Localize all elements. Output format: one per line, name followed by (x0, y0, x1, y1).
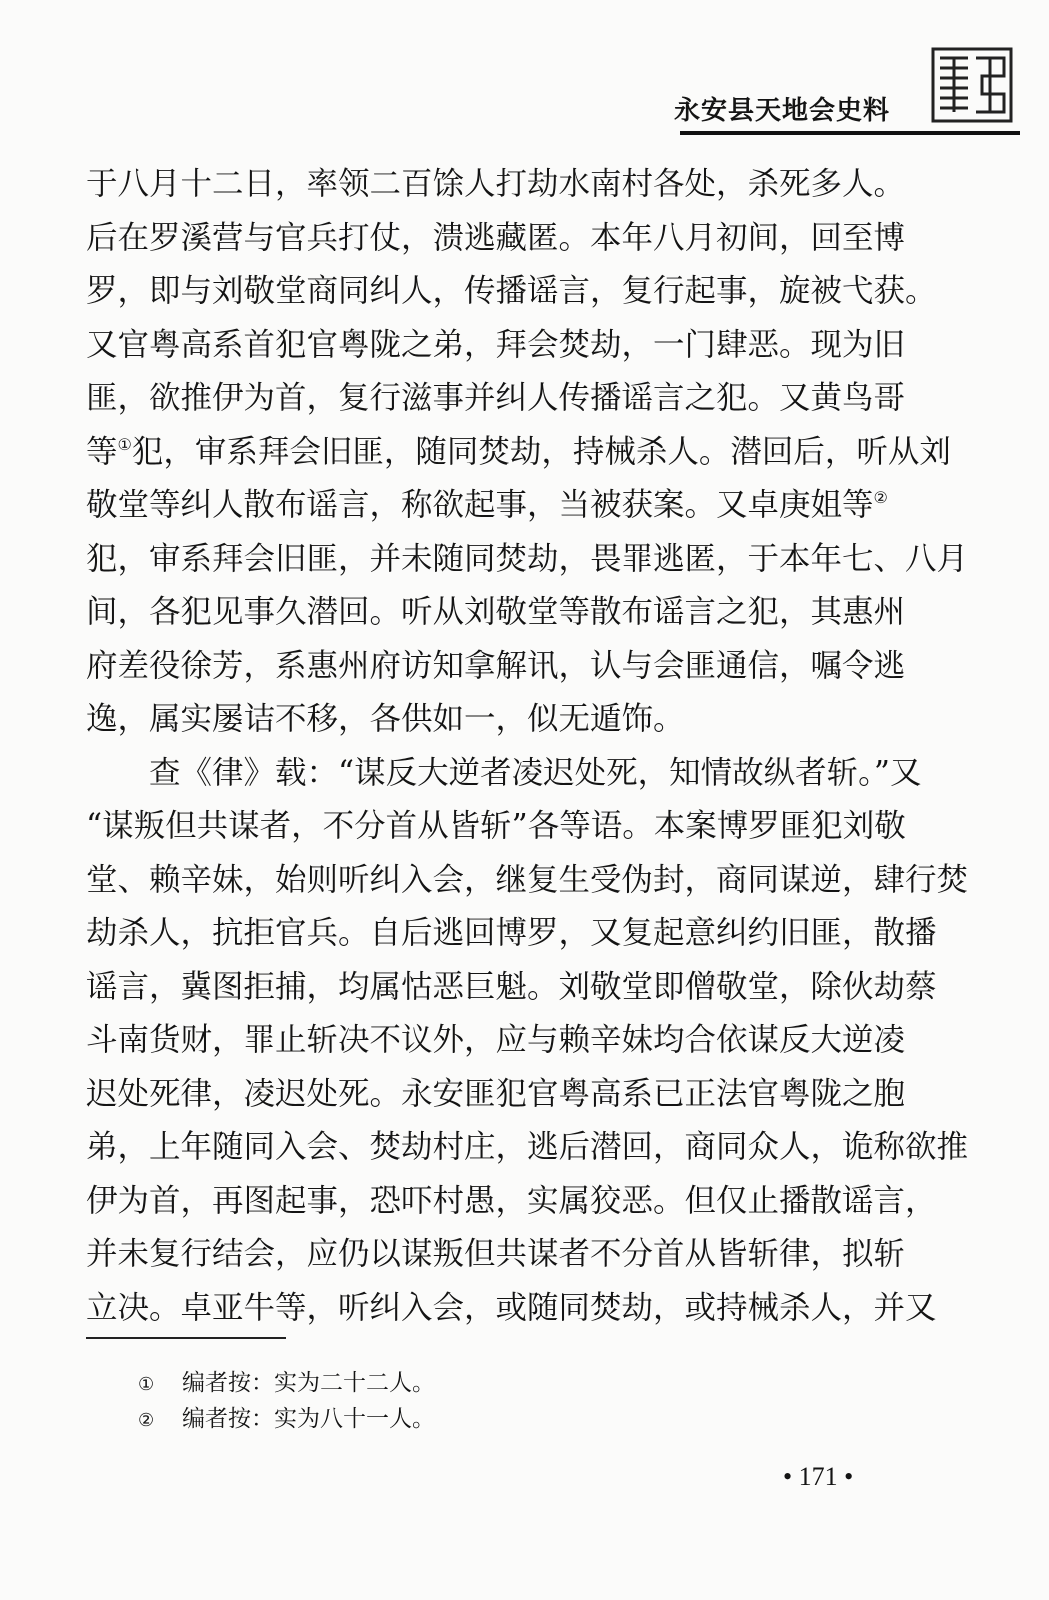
page-number: • 171 • (783, 1462, 854, 1491)
text-line: “谋叛但共谋者，不分首从皆斩”各等语。本案博罗匪犯刘敬 (86, 808, 906, 844)
text-segment: 敬堂等纠人散布谣言，称欲起事，当被获案。又卓庚姐等 (86, 487, 874, 523)
header-rule (680, 131, 1020, 135)
text-segment: 犯，审系拜会旧匪，随同焚劫，持械杀人。潜回后，听从刘 (131, 433, 951, 470)
text-line: 匪，欲推伊为首，复行滋事并纠人传播谣言之犯。又黄鸟哥 (86, 380, 906, 416)
text-line: 劫杀人，抗拒官兵。自后逃回博罗，又复起意纠约旧匪，散播 (86, 915, 937, 951)
text-line: 斗南货财，罪止斩决不议外，应与赖辛妹均合依谋反大逆凌 (86, 1022, 906, 1058)
footnote-ref-1: ① (117, 434, 132, 454)
text-line: 迟处死律，凌迟处死。永安匪犯官粤高系已正法官粤陇之胞 (86, 1075, 906, 1112)
text-line: 间，各犯见事久潜回。听从刘敬堂等散布谣言之犯，其惠州 (86, 594, 906, 630)
text-line (86, 479, 916, 533)
footnote-2 (138, 1402, 435, 1438)
footnote-text: 编者按：实为二十二人。 (182, 1370, 435, 1396)
text-line: 又官粤高系首犯官粤陇之弟，拜会焚劫，一门肆恶。现为旧 (86, 326, 906, 363)
footnotes (138, 1366, 435, 1438)
footnote-text: 编者按：实为八十一人。 (182, 1406, 435, 1432)
text-segment: 等 (86, 433, 118, 470)
text-line: 犯，审系拜会旧匪，并未随同焚劫，畏罪逃匿，于本年七、八月 (86, 540, 969, 577)
text-line: 弟，上年随同入会、焚劫村庄，逃后潜回，商同众人，诡称欲推 (86, 1129, 969, 1165)
text-line: 伊为首，再图起事，恐吓村愚，实属狡恶。但仅止播散谣言， (86, 1182, 937, 1219)
text-line: 堂、赖辛妹，始则听纠入会，继复生受伪封，商同谋逆，肆行焚 (86, 861, 969, 898)
footnote-mark: ② (138, 1410, 155, 1431)
text-line: 后在罗溪营与官兵打仗，溃逃藏匿。本年八月初间，回至博 (86, 219, 906, 256)
text-line (86, 426, 951, 480)
footnote-rule (86, 1337, 286, 1339)
text-line: 府差役徐芳，系惠州府访知拿解讯，认与会匪通信，嘱令逃 (86, 647, 906, 684)
body-text (86, 158, 969, 1335)
text-line: 罗，即与刘敬堂商同纠人，传播谣言，复行起事，旋被弋获。 (86, 273, 937, 309)
running-header: 永安县天地会史料 (674, 96, 891, 126)
text-line: 谣言，冀图拒捕，均属怙恶巨魁。刘敬堂即僧敬堂，除伙劫蔡 (86, 968, 937, 1005)
text-line: 查《律》载：“谋反大逆者凌迟处死，知情故纵者斩。”又 (149, 754, 922, 791)
footnote-1 (138, 1366, 435, 1402)
text-line: 逸，属实屡诘不移，各供如一，似无遁饰。 (86, 701, 685, 737)
decorative-seal-icon (930, 46, 1014, 124)
text-line: 于八月十二日，率领二百馀人打劫水南村各处，杀死多人。 (86, 166, 906, 202)
footnote-ref-2: ② (873, 488, 888, 507)
text-line: 并未复行结会，应仍以谋叛但共谋者不分首从皆斩律，拟斩 (86, 1236, 906, 1272)
text-line: 立决。卓亚牛等，听纠入会，或随同焚劫，或持械杀人，并又 (86, 1289, 937, 1326)
footnote-mark: ① (138, 1374, 155, 1395)
